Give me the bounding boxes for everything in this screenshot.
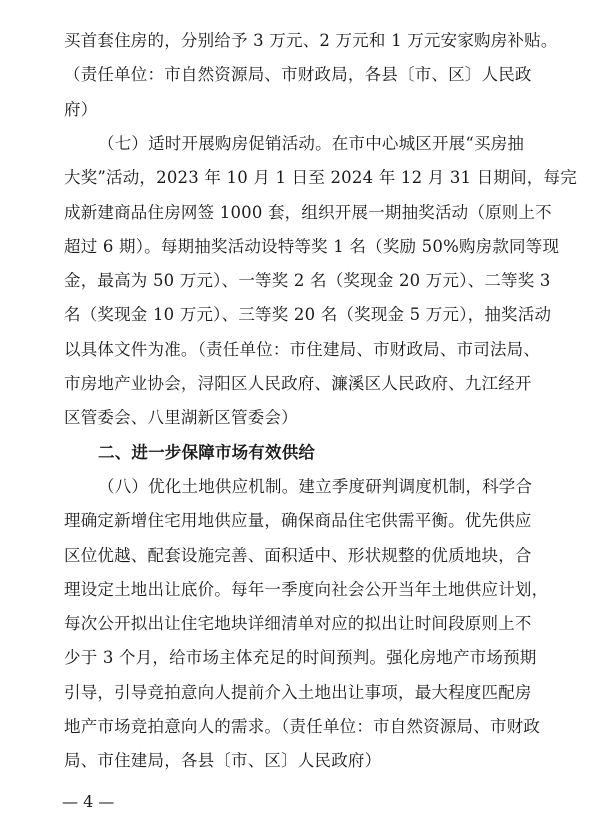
body-text-line: 地产市场竞拍意向人的需求。（责任单位：市自然资源局、市财政 bbox=[64, 717, 541, 736]
paragraph-7-heading-line: （七）适时开展购房促销活动。在市中心城区开展“买房抽 bbox=[98, 134, 525, 153]
body-text-line: 名（奖现金 10 万元）、三等奖 20 名（奖现金 5 万元），抽奖活动 bbox=[64, 305, 552, 324]
page-number: — 4 — bbox=[62, 792, 115, 811]
body-text-line: 理确定新增住宅用地供应量，确保商品住宅供需平衡。优先供应 bbox=[64, 511, 532, 530]
body-text-line: 局、市住建局，各县〔市、区〕人民政府） bbox=[64, 751, 382, 770]
body-text-line: 引导，引导竞拍意向人提前介入土地出让事项，最大程度匹配房 bbox=[64, 683, 532, 702]
body-text-line: 市房地产业协会，浔阳区人民政府、濂溪区人民政府、九江经开 bbox=[64, 374, 532, 393]
body-text-line: 区管委会、八里湖新区管委会） bbox=[64, 408, 298, 427]
body-text-line: 大奖”活动，2023 年 10 月 1 日至 2024 年 12 月 31 日期间，每完 bbox=[64, 168, 577, 187]
section-heading: 二、进一步保障市场有效供给 bbox=[98, 443, 316, 462]
body-text-line: 金，最高为 50 万元）、一等奖 2 名（奖现金 20 万元）、二等奖 3 bbox=[64, 271, 551, 290]
body-text-line: 成新建商品住房网签 1000 套，组织开展一期抽奖活动（原则上不 bbox=[64, 203, 552, 222]
body-text-line: 以具体文件为准。（责任单位：市住建局、市财政局、市司法局、 bbox=[64, 340, 541, 359]
body-text-line: 买首套住房的，分别给予 3 万元、2 万元和 1 万元安家购房补贴。 bbox=[64, 31, 558, 50]
body-text-line: 超过 6 期）。每期抽奖活动设特等奖 1 名（奖励 50%购房款同等现 bbox=[64, 237, 560, 256]
paragraph-8-heading-line: （八）优化土地供应机制。建立季度研判调度机制，科学合 bbox=[98, 477, 533, 496]
body-text-line: 府） bbox=[64, 100, 98, 119]
body-text-line: 每次公开拟出让住宅地块详细清单对应的拟出让时间段原则上不 bbox=[64, 614, 532, 633]
body-text-line: 少于 3 个月，给市场主体充足的时间预判。强化房地产市场预期 bbox=[64, 648, 537, 667]
body-text-line: （责任单位：市自然资源局、市财政局，各县〔市、区〕人民政 bbox=[64, 65, 532, 84]
body-text-line: 区位优越、配套设施完善、面积适中、形状规整的优质地块，合 bbox=[64, 546, 532, 565]
body-text-line: 理设定土地出让底价。每年一季度向社会公开当年土地供应计划， bbox=[64, 580, 549, 599]
